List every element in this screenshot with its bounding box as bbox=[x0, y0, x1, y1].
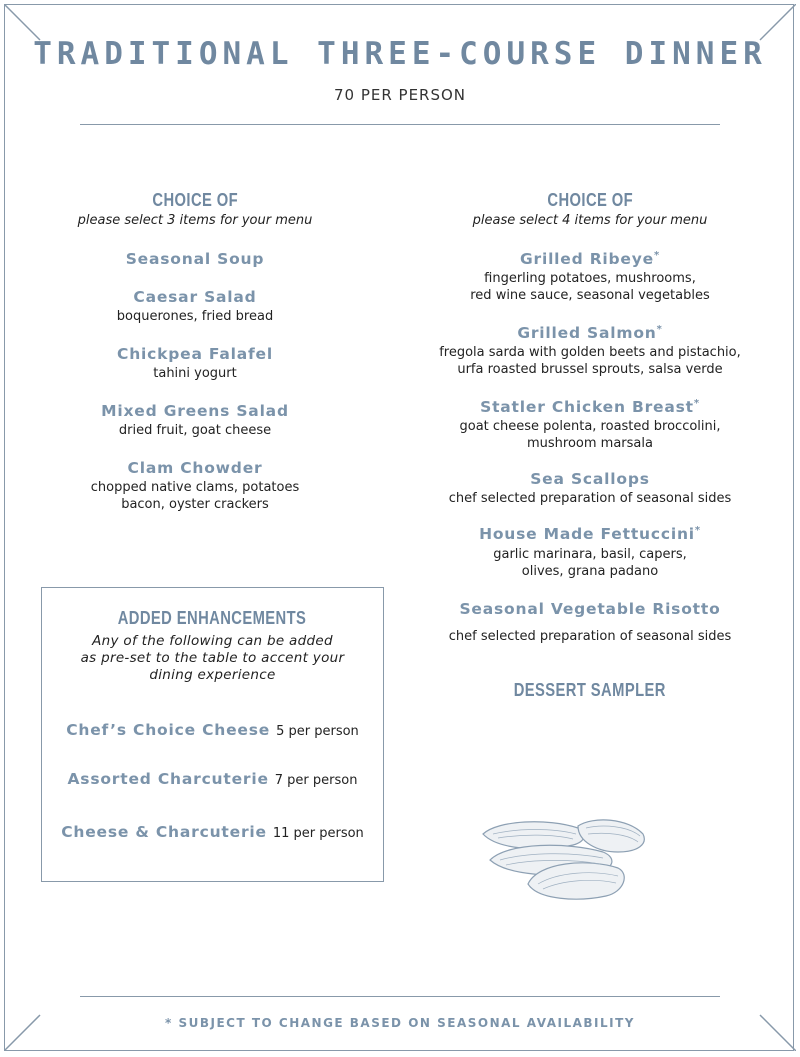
item-desc: tahini yogurt bbox=[153, 366, 237, 381]
item-name-wrap bbox=[420, 398, 760, 416]
menu-item bbox=[420, 525, 760, 579]
menu-item bbox=[420, 324, 760, 378]
item-name: Seasonal Soup bbox=[125, 250, 265, 268]
item-desc-line: goat cheese polenta, roasted broccolini, bbox=[459, 419, 721, 435]
enhancement-name: Chef’s Choice Cheese bbox=[66, 721, 271, 739]
menu-item bbox=[45, 402, 345, 439]
right-heading: CHOICE OF bbox=[547, 190, 633, 210]
item-name-wrap bbox=[420, 525, 760, 543]
item-name: Statler Chicken Breast bbox=[480, 398, 694, 417]
menu-item bbox=[420, 600, 760, 645]
enhancements-desc bbox=[63, 633, 363, 684]
left-heading: CHOICE OF bbox=[152, 190, 238, 210]
item-name: Grilled Salmon bbox=[517, 324, 657, 343]
footer-note: * SUBJECT TO CHANGE BASED ON SEASONAL AVAILABILITY bbox=[165, 1016, 635, 1030]
menu-item bbox=[45, 345, 345, 382]
item-desc-line: fregola sarda with golden beets and pistachio, bbox=[439, 345, 741, 361]
item-desc-line: chopped native clams, potatoes bbox=[90, 480, 300, 495]
enhancements-desc-line: dining experience bbox=[149, 667, 276, 683]
item-desc-line: chef selected preparation of seasonal sides bbox=[448, 628, 732, 644]
item-desc-line: urfa roasted brussel sprouts, salsa verde bbox=[457, 362, 723, 378]
item-desc-line: mushroom marsala bbox=[527, 436, 653, 452]
menu-title: TRADITIONAL THREE-COURSE DINNER bbox=[33, 36, 767, 72]
enhancements-desc-line: as pre-set to the table to accent your bbox=[80, 650, 345, 666]
item-desc-line: chef selected preparation of seasonal sides bbox=[448, 491, 732, 507]
menu-item bbox=[420, 398, 760, 452]
enhancement-price: 7 per person bbox=[274, 773, 358, 788]
item-name: Chickpea Falafel bbox=[117, 345, 273, 363]
item-name: Clam Chowder bbox=[127, 459, 263, 477]
item-desc: dried fruit, goat cheese bbox=[118, 423, 272, 438]
item-desc: boquerones, fried bread bbox=[116, 309, 274, 324]
left-column bbox=[45, 190, 345, 513]
item-desc-line: olives, grana padano bbox=[521, 563, 659, 579]
enhancement-price: 5 per person bbox=[276, 724, 359, 739]
enhancements-desc-line: Any of the following can be added bbox=[92, 633, 333, 649]
item-name-wrap bbox=[420, 250, 760, 268]
menu-item bbox=[45, 250, 345, 268]
item-desc-line: fingerling potatoes, mushrooms, bbox=[484, 271, 696, 287]
item-name: Caesar Salad bbox=[133, 288, 257, 306]
asterisk-mark: * bbox=[694, 525, 701, 537]
asterisk-mark: * bbox=[653, 250, 660, 261]
right-column bbox=[420, 190, 760, 645]
item-name: Grilled Ribeye bbox=[519, 250, 654, 269]
left-instruction: please select 3 items for your menu bbox=[77, 213, 313, 228]
header-divider bbox=[80, 124, 720, 125]
item-name-wrap bbox=[420, 324, 760, 342]
item-desc-line: bacon, oyster crackers bbox=[121, 497, 269, 512]
enhancement-name: Assorted Charcuterie bbox=[67, 770, 269, 788]
item-desc-line: garlic marinara, basil, capers, bbox=[493, 546, 687, 562]
enhancement-price: 11 per person bbox=[272, 826, 364, 841]
item-name: Seasonal Vegetable Risotto bbox=[459, 599, 721, 618]
menu-item bbox=[420, 470, 760, 507]
menu-price: 70 PER PERSON bbox=[333, 86, 467, 104]
menu-item bbox=[45, 288, 345, 325]
mussels-illustration-icon bbox=[478, 812, 648, 902]
enhancement-item bbox=[42, 769, 383, 788]
item-desc-line: red wine sauce, seasonal vegetables bbox=[470, 288, 710, 304]
asterisk-mark: * bbox=[656, 324, 663, 336]
enhancement-item bbox=[42, 822, 383, 841]
dessert-heading: DESSERT SAMPLER bbox=[513, 680, 667, 700]
dessert-section bbox=[420, 680, 760, 701]
menu-item bbox=[45, 459, 345, 513]
item-name: House Made Fettuccini bbox=[479, 525, 695, 544]
footer-divider bbox=[80, 996, 720, 997]
item-name: Mixed Greens Salad bbox=[101, 402, 289, 420]
enhancements-box bbox=[41, 587, 384, 882]
right-instruction: please select 4 items for your menu bbox=[472, 213, 708, 228]
asterisk-mark: * bbox=[693, 398, 700, 410]
menu-item bbox=[420, 250, 760, 304]
enhancement-item bbox=[42, 720, 383, 739]
enhancement-name: Cheese & Charcuterie bbox=[61, 823, 267, 841]
item-name: Sea Scallops bbox=[530, 470, 650, 489]
enhancements-heading: ADDED ENHANCEMENTS bbox=[118, 608, 307, 628]
